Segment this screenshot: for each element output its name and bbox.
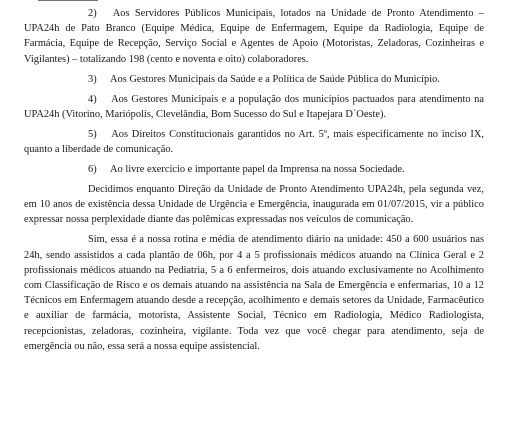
list-item-number: 6) (88, 164, 97, 176)
list-item-text: Aos Direitos Constitucionais garantidos no Art. 5º, mais especificamente no inciso IX, quanto a liberdade de comunicação. (24, 128, 484, 156)
body-paragraph: Sim, essa é a nossa rotina e média de atendimento diário na unidade: 450 a 600 usuários nas 24h, sendo assistidos a cada plantão de 06h, por 4 a 5 profissionais médicos atuando na Clínica Geral e 2 profissionais médicos atuando na Pediatria, 5 a 6 enfermeiros, dois atuando exclusivamente no Acolhimento com Classificação de Risco e os demais atuando na assistência na Sala de Emergência e enfermarias, 10 a 12 Técnicos em Enfermagem atuando desde a recepção, acolhimento e demais setores da Unidade, Farmacêutico e auxiliar de farmácia, motorista, Assistente Social, Técnico em Radiologia, Médico Radiologista, recepcionistas, zeladoras, cozinheira, vigilante. Toda vez que você chegar para atendimento, seja de emergência ou não, essa será a nossa equipe assistencial. (24, 234, 484, 352)
list-item-number: 4) (88, 93, 97, 105)
body-paragraph: Decidimos enquanto Direção da Unidade de Pronto Atendimento UPA24h, pela segunda vez, em 10 anos de existência dessa Unidade de Urgência e Emergência, inaugurada em 01/07/2015, vir a público expressar nossa perplexidade diante das polêmicas expressadas nos veículos de comunicação. (24, 184, 484, 226)
list-item-number: 3) (88, 73, 97, 85)
document-body (24, 6, 484, 359)
list-item-number: 5) (88, 128, 97, 140)
list-item (24, 127, 484, 157)
list-item-text: Ao livre exercício e importante papel da Imprensa na nossa Sociedade. (110, 164, 405, 176)
list-item-text: Aos Gestores Municipais e a população dos municípios pactuados para atendimento na UPA24h (Vitorino, Mariópolis, Clevelândia, Bom Sucesso do Sul e Itapejara D´Oeste). (24, 93, 484, 120)
list-item (24, 162, 484, 177)
list-item (24, 6, 484, 67)
list-item-text: Aos Gestores Municipais da Saúde e a Política de Saúde Pública do Município. (110, 73, 440, 85)
page-edge-rule (38, 0, 98, 1)
list-item-text: Aos Servidores Públicos Municipais, lotados na Unidade de Pronto Atendimento – UPA24h de Pato Branco (Equipe Médica, Equipe de Enfermagem, Equipe da Radiologia, Equipe de Farmácia, Equipe de Recepção, Serviço Social e Agentes de Apoio (Motoristas, Zeladoras, Cozinheiras e Vigilantes) – totalizando 198 (cento e noventa e oito) colaboradores. (24, 8, 484, 65)
list-item (24, 92, 484, 122)
list-item (24, 72, 484, 87)
list-item-number: 2) (88, 8, 97, 19)
